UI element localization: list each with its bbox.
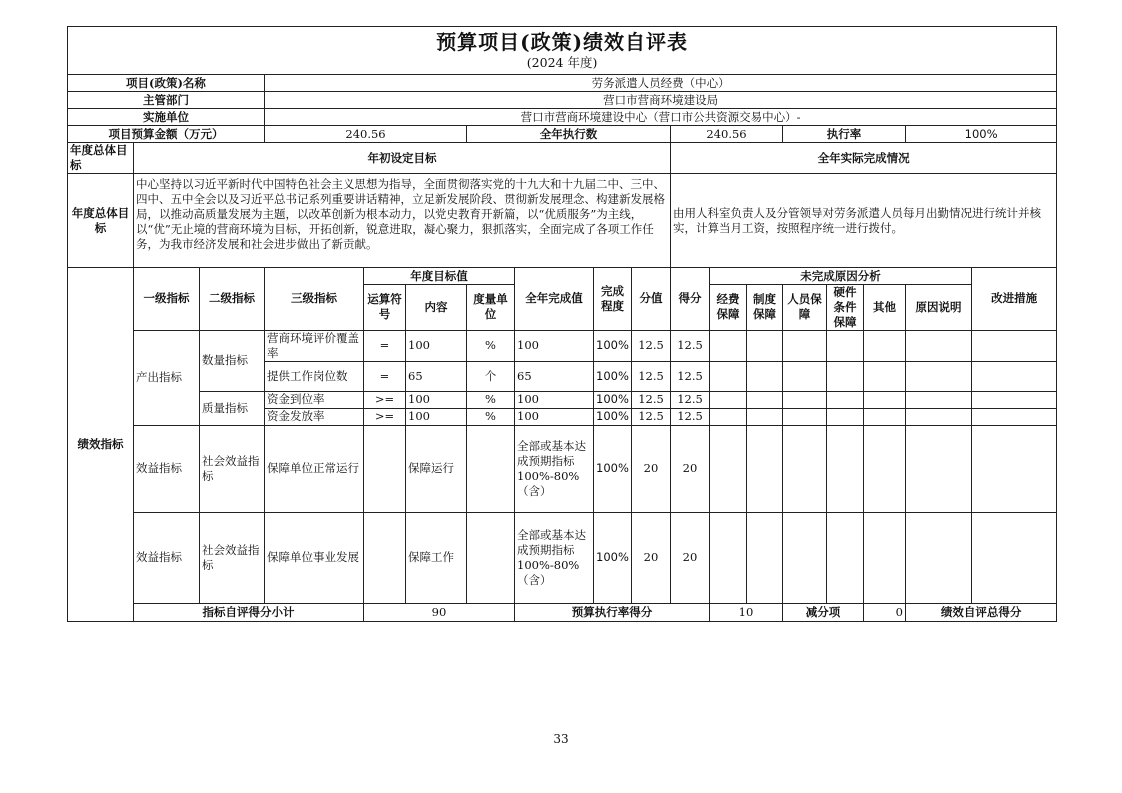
target-unit: % [467,391,515,408]
score-total: 20 [632,425,671,512]
level2-quantity: 数量指标 [200,330,265,391]
score: 12.5 [671,330,710,361]
deduct-label: 减分项 [783,603,864,621]
header-content: 内容 [406,285,467,331]
target-unit: 个 [467,361,515,391]
header-reason-staff: 人员保障 [783,285,827,331]
completion-degree: 100% [594,512,632,603]
header-completed: 全年完成值 [515,268,594,331]
subtotal-value: 90 [364,603,515,621]
level3-name: 资金发放率 [265,408,364,425]
score-total: 20 [632,512,671,603]
table-row [68,512,1057,603]
target-unit: % [467,408,515,425]
header-level3: 三级指标 [265,268,364,331]
header-operator: 运算符号 [364,285,406,331]
annual-exec-label: 全年执行数 [467,126,671,143]
level3-name: 资金到位率 [265,391,364,408]
unit-label: 实施单位 [68,109,265,126]
score-total: 12.5 [632,391,671,408]
header-target-group: 年度目标值 [364,268,515,285]
budget-amount-label: 项目预算金额（万元） [68,126,265,143]
operator: >= [364,408,406,425]
header-reason-fund: 经费保障 [710,285,747,331]
dept-label: 主管部门 [68,92,265,109]
perf-indicator-label: 绩效指标 [68,268,134,622]
target-content: 100 [406,330,467,361]
completed-value: 100 [515,408,594,425]
exec-rate-label: 执行率 [783,126,906,143]
overall-goal-label: 年度总体目标 [68,174,134,268]
initial-goal-header: 年初设定目标 [134,143,671,174]
header-reason-other: 其他 [864,285,906,331]
title-cell [68,27,1057,75]
table-row [68,425,1057,512]
completion-degree: 100% [594,391,632,408]
evaluation-sheet [67,26,1056,622]
target-content: 100 [406,408,467,425]
header-score: 得分 [671,268,710,331]
completed-value: 65 [515,361,594,391]
unit-value: 营口市营商环境建设中心（营口市公共资源交易中心）- [265,109,1057,126]
completion-degree: 100% [594,361,632,391]
year-subtitle: (2024 年度) [526,54,598,70]
actual-completion-header: 全年实际完成情况 [671,143,1057,174]
budget-rate-value: 10 [710,603,783,621]
level2-social: 社会效益指标 [200,425,265,512]
header-level1: 一级指标 [134,268,200,331]
level3-name: 保障单位正常运行 [265,425,364,512]
table-row [68,330,1057,361]
operator: >= [364,391,406,408]
target-unit: % [467,330,515,361]
header-reason-hardware: 硬件条件保障 [827,285,864,331]
score: 12.5 [671,408,710,425]
header-reason-system: 制度保障 [747,285,783,331]
deduct-value: 0 [864,603,906,621]
annual-exec-value: 240.56 [671,126,783,143]
page-number: 33 [553,732,569,746]
page-title: 预算项目(政策)绩效自评表 [436,29,689,54]
level1-benefit: 效益指标 [134,512,200,603]
target-content: 保障运行 [406,425,467,512]
overall-goal-label-top: 年度总体目标 [68,143,134,174]
completion-degree: 100% [594,425,632,512]
completed-value: 100 [515,330,594,361]
score: 20 [671,425,710,512]
project-name-value: 劳务派遣人员经费（中心） [265,75,1057,92]
subtotal-label: 指标自评得分小计 [134,603,364,621]
completion-degree: 100% [594,330,632,361]
exec-rate-value: 100% [906,126,1057,143]
score-total: 12.5 [632,330,671,361]
level3-name: 保障单位事业发展 [265,512,364,603]
header-completion-degree: 完成程度 [594,268,632,331]
score-total: 12.5 [632,361,671,391]
project-name-label: 项目(政策)名称 [68,75,265,92]
operator: = [364,361,406,391]
evaluation-table [67,26,1057,622]
score: 12.5 [671,361,710,391]
level2-social: 社会效益指标 [200,512,265,603]
header-score-total: 分值 [632,268,671,331]
budget-rate-label: 预算执行率得分 [515,603,710,621]
initial-goal-text: 中心坚持以习近平新时代中国特色社会主义思想为指导，全面贯彻落实党的十九大和十九届二中、三中、四中、五中全会以及习近平总书记系列重要讲话精神，立足新发展阶段、贯彻新发展理念、构建新发展格局，以推动高质量发展为主题，以改革创新为根本动力，以党史教育开新篇，以“优质服务”为主线，以“优”无止境的营商环境为目标，开拓创新，锐意进取，凝心聚力，狠抓落实，全面完成了各项工作任务，为我市经济发展和社会进步做出了新贡献。 [134,174,671,268]
completion-degree: 100% [594,408,632,425]
score: 20 [671,512,710,603]
level3-name: 营商环境评价覆盖率 [265,330,364,361]
header-improve: 改进措施 [972,268,1057,331]
header-level2: 二级指标 [200,268,265,331]
target-content: 100 [406,391,467,408]
level2-quality: 质量指标 [200,391,265,425]
header-reason-group: 未完成原因分析 [710,268,972,285]
header-reason-note: 原因说明 [906,285,972,331]
actual-completion-text: 由用人科室负责人及分管领导对劳务派遣人员每月出勤情况进行统计并核实，计算当月工资，按照程序统一进行拨付。 [671,174,1057,268]
completed-value: 全部或基本达成预期指标 100%-80%（含） [515,425,594,512]
level3-name: 提供工作岗位数 [265,361,364,391]
table-row [68,391,1057,408]
completed-value: 100 [515,391,594,408]
score-total: 12.5 [632,408,671,425]
completed-value: 全部或基本达成预期指标 100%-80%（含） [515,512,594,603]
operator: = [364,330,406,361]
total-label: 绩效自评总得分 [906,603,1057,621]
level1-benefit: 效益指标 [134,425,200,512]
target-content: 65 [406,361,467,391]
budget-amount-value: 240.56 [265,126,467,143]
score: 12.5 [671,391,710,408]
header-unit: 度量单位 [467,285,515,331]
dept-value: 营口市营商环境建设局 [265,92,1057,109]
target-content: 保障工作 [406,512,467,603]
level1-output: 产出指标 [134,330,200,425]
